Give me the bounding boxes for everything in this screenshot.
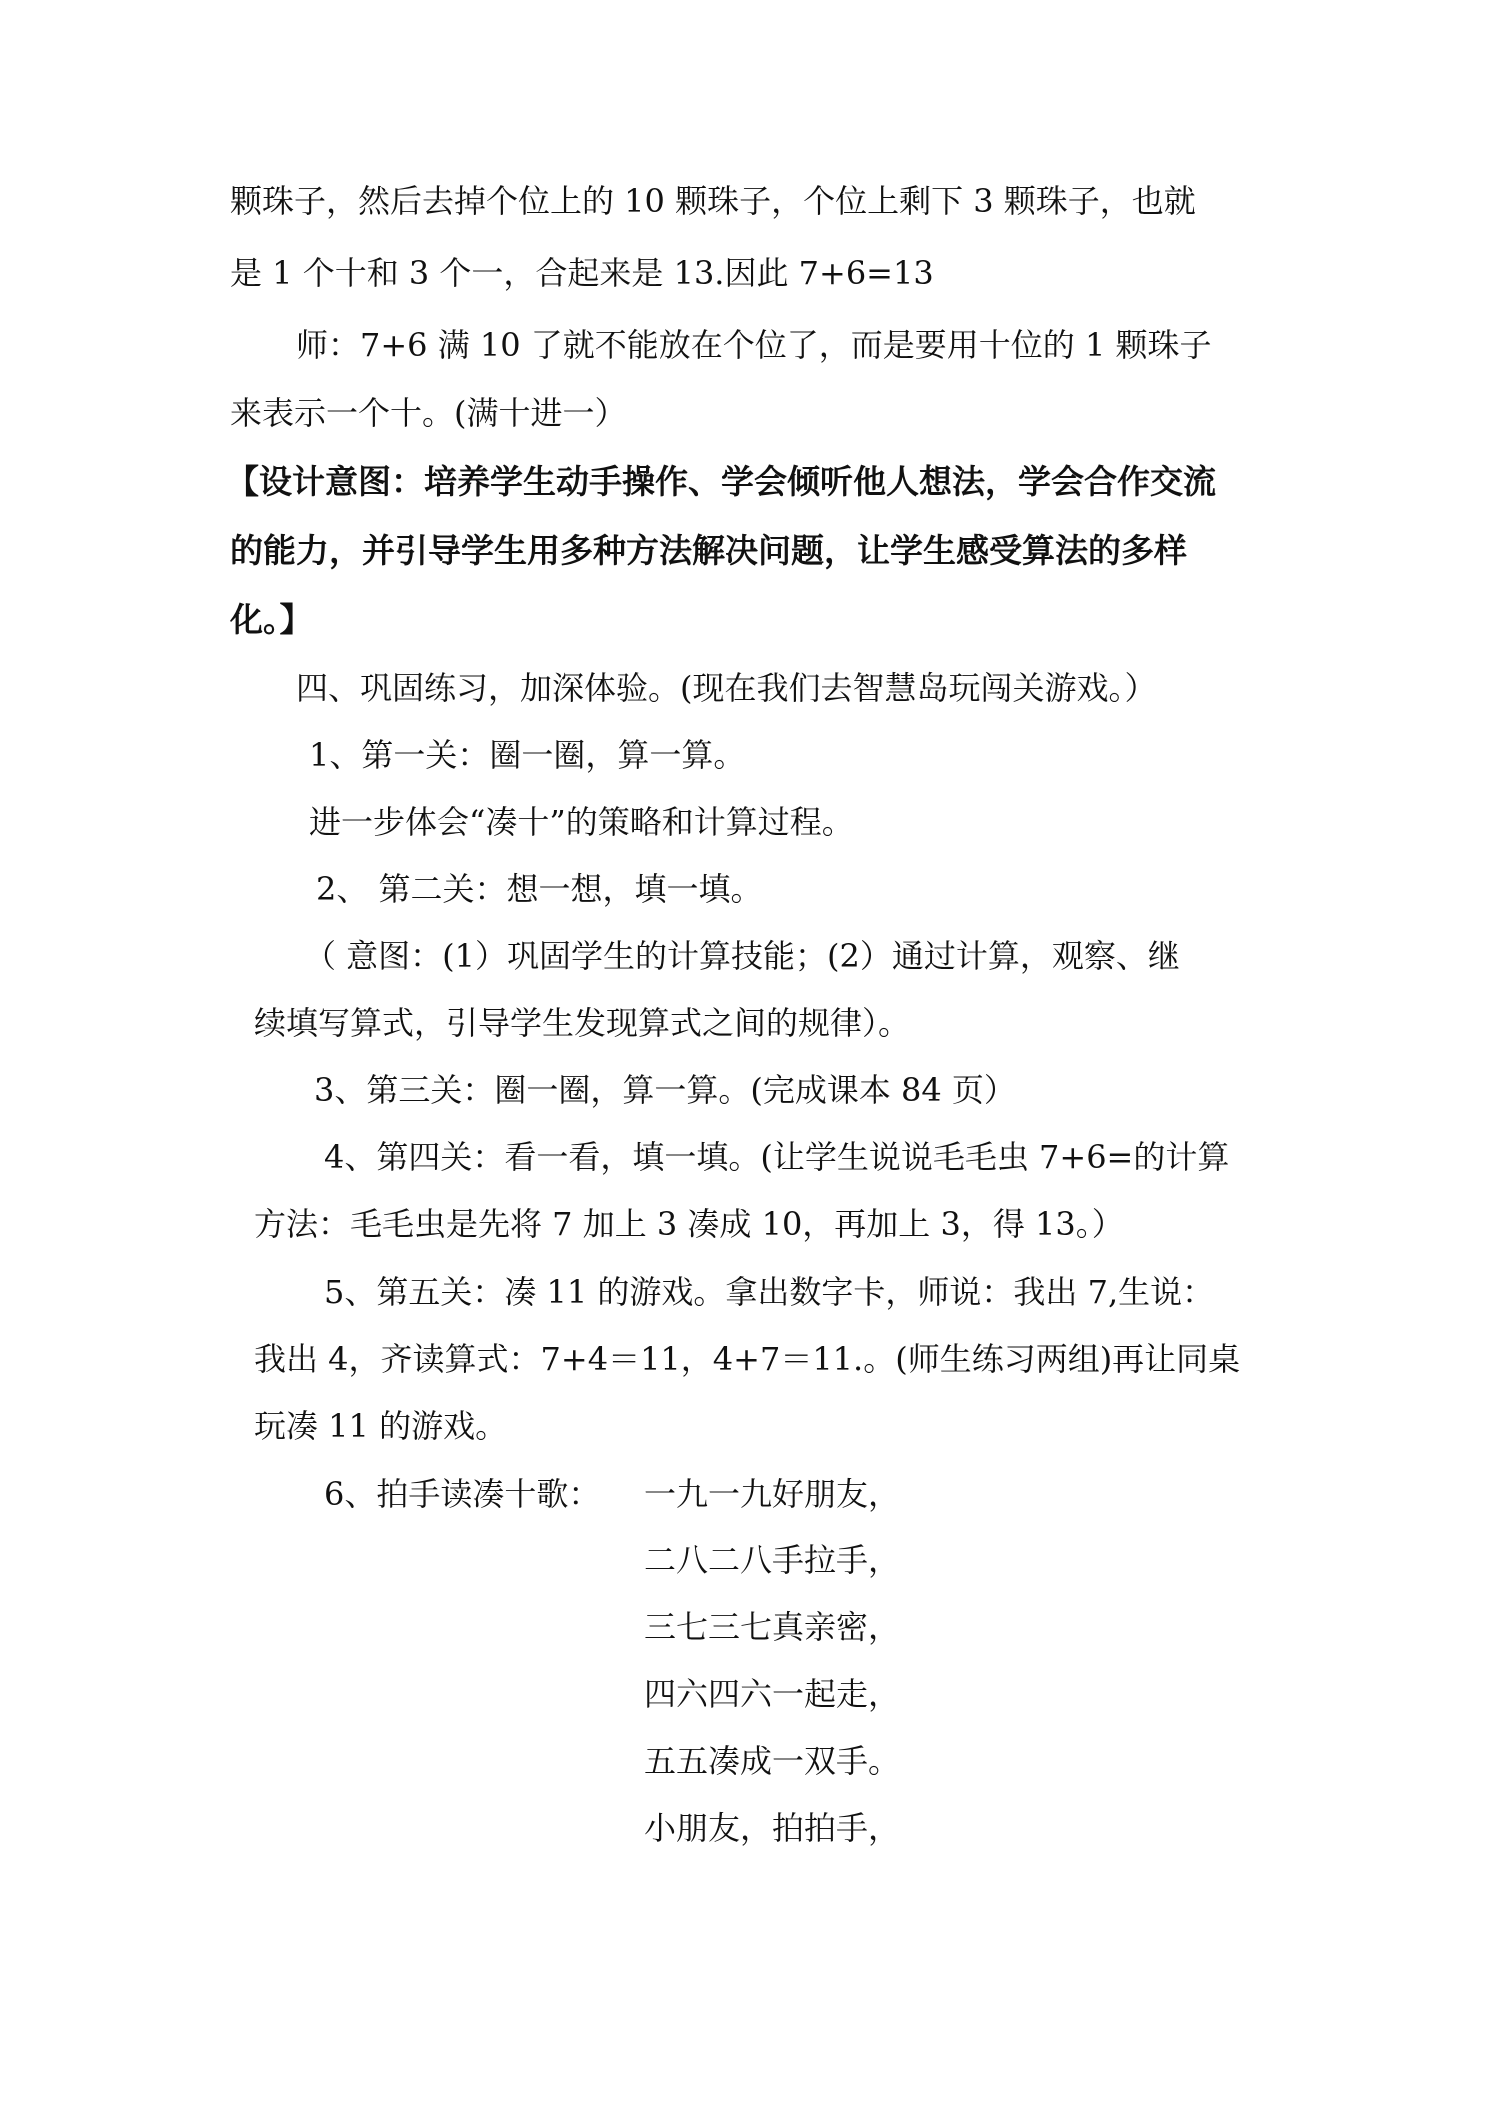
list-item: 6、拍手读凑十歌： — [324, 1475, 601, 1513]
paragraph-line: 来表示一个十。(满十进一） — [230, 394, 627, 432]
song-line: 小朋友，拍拍手， — [644, 1809, 901, 1847]
list-item-note: 续填写算式，引导学生发现算式之间的规律）。 — [254, 1004, 911, 1042]
song-line: 三七三七真亲密， — [644, 1608, 901, 1646]
list-item-note: （ 意图：(1）巩固学生的计算技能；(2）通过计算，观察、继 — [304, 937, 1180, 975]
list-item: 1、第一关：圈一圈，算一算。 — [309, 736, 746, 774]
song-line: 四六四六一起走， — [644, 1675, 901, 1713]
list-item-note: 进一步体会“凑十”的策略和计算过程。 — [309, 803, 854, 841]
design-intent-line: 的能力，并引导学生用多种方法解决问题，让学生感受算法的多样 — [230, 531, 1187, 570]
list-item: 5、第五关：凑 11 的游戏。拿出数字卡，师说：我出 7,生说： — [324, 1273, 1215, 1311]
paragraph-line: 师：7+6 满 10 了就不能放在个位了，而是要用十位的 1 颗珠子 — [296, 326, 1212, 364]
song-line: 一九一九好朋友， — [644, 1475, 901, 1513]
song-line: 二八二八手拉手， — [644, 1541, 901, 1579]
design-intent-line: 化。】 — [230, 600, 313, 639]
list-item: 3、第三关：圈一圈，算一算。(完成课本 84 页） — [314, 1071, 1016, 1109]
list-item: 2、 第二关：想一想，填一填。 — [316, 870, 763, 908]
song-line: 五五凑成一双手。 — [644, 1742, 901, 1780]
list-item: 方法：毛毛虫是先将 7 加上 3 凑成 10，再加上 3，得 13。） — [254, 1205, 1124, 1243]
section-heading: 四、巩固练习，加深体验。(现在我们去智慧岛玩闯关游戏。） — [296, 669, 1157, 707]
list-item: 我出 4，齐读算式：7+4＝11，4+7＝11.。(师生练习两组)再让同桌 — [254, 1340, 1241, 1378]
design-intent-line: 【设计意图：培养学生动手操作、学会倾听他人想法，学会合作交流 — [226, 462, 1216, 501]
list-item: 玩凑 11 的游戏。 — [254, 1407, 508, 1445]
paragraph-line: 是 1 个十和 3 个一，合起来是 13.因此 7+6=13 — [230, 254, 934, 292]
list-item: 4、第四关：看一看，填一填。(让学生说说毛毛虫 7+6=的计算 — [324, 1138, 1230, 1176]
paragraph-line: 颗珠子，然后去掉个位上的 10 颗珠子，个位上剩下 3 颗珠子，也就 — [230, 182, 1196, 220]
